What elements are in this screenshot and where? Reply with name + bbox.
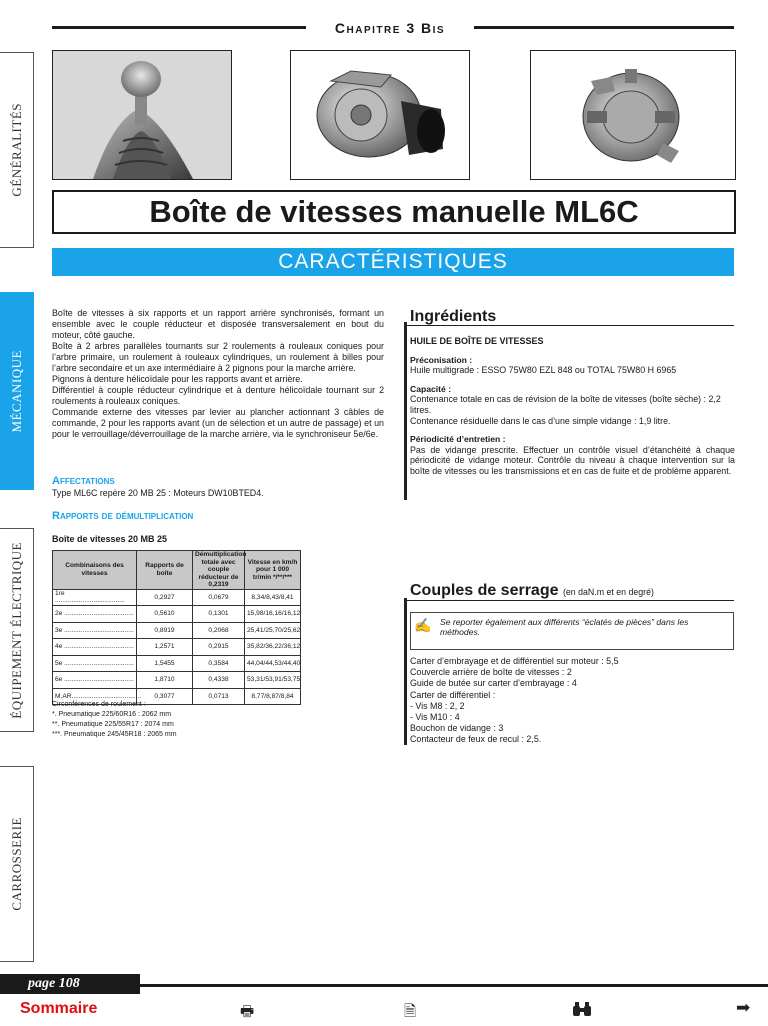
intro-paragraph: Commande externe des vitesses par levier au plancher actionnant 3 câbles de commande, 2 pour les rapports avant (un de sélection et un autre de passage) et un pour le verrouillage/déverrouillage de la marche arrière, via le synchroniseur 5e/6e.: [52, 407, 384, 439]
intro-paragraph: Boîte à 2 arbres parallèles tournants sur 2 roulements à rouleaux coniques pour l’arbre primaire, un roulement à rouleaux cylindriques, un roulement à billes pour l’arbre secondaire et un axe intermédiaire à 2 pignons pour la marche arrière.: [52, 341, 384, 373]
tab-generalites[interactable]: [0, 52, 34, 248]
tab-equipement-label: ÉQUIPEMENT ÉLECTRIQUE: [8, 541, 24, 719]
table-cell: 1,5455: [137, 655, 193, 672]
differential-photo: [530, 50, 736, 180]
table-cell: 0,0713: [193, 688, 245, 705]
footer-rule: [140, 984, 768, 987]
preconisation-text: Huile multigrade : ESSO 75W80 EZL 848 ou TOTAL 75W80 H 6965: [410, 365, 677, 376]
circumference-line: ***. Pneumatique 245/45R18 : 2065 mm: [52, 731, 177, 738]
binoculars-icon[interactable]: [572, 1001, 592, 1021]
table-cell: 2e ......................................: [53, 606, 137, 623]
tab-mecanique-label: MÉCANIQUE: [8, 349, 24, 433]
document-icon[interactable]: 🗎: [404, 1003, 417, 1020]
pencil-hand-icon: ✍: [414, 617, 432, 633]
page-title: Boîte de vitesses manuelle ML6C: [52, 190, 736, 234]
list-item: Couvercle arrière de boîte de vitesses : 2: [410, 667, 572, 678]
column-header: Vitesse en km/h pour 1 000 tr/min */**/***: [245, 551, 301, 590]
tab-generalites-label: GÉNÉRALITÉS: [8, 103, 24, 197]
capacite-label: Capacité :: [410, 383, 452, 394]
list-item: - Vis M10 : 4: [410, 712, 460, 723]
intro-paragraph: Boîte de vitesses à six rapports et un rapport arrière synchronisés, formant un ensemble avec le couple réducteur et disposée transversalement en bout du moteur, côté gauche.: [52, 308, 384, 340]
list-item: Guide de butée sur carter d’embrayage : 4: [410, 678, 577, 689]
couples-heading: [410, 582, 654, 600]
table-cell: 0,2927: [137, 589, 193, 606]
table-cell: 6e ......................................: [53, 672, 137, 689]
ingredients-bar: [404, 322, 407, 500]
table-row: [53, 639, 301, 656]
table-cell: 1re ......................................: [53, 589, 137, 606]
table-cell: 44,04/44,53/44,40: [245, 655, 301, 672]
sommaire-link[interactable]: Sommaire: [20, 1000, 98, 1017]
table-row: [53, 655, 301, 672]
periodicite-label: Périodicité d’entretien :: [410, 434, 506, 445]
ingredients-body: [410, 336, 735, 477]
table-cell: 0,0679: [193, 589, 245, 606]
table-cell: 1,8710: [137, 672, 193, 689]
periodicite-text: Pas de vidange prescrite. Effectuer un contrôle visuel d’étanchéité à chaque périodicité de vidange moteur. Contrôle du niveau à chaque intervention sur la boîte de vitesses ou les transmissions et en cas de fuite et de problème apparent.: [410, 444, 735, 476]
table-cell: 0,1301: [193, 606, 245, 623]
list-item: - Vis M8 : 2, 2: [410, 700, 465, 711]
column-header: Démultiplication totale avec couple réducteur de 0,2319: [193, 551, 245, 590]
list-item: Carter de différentiel :: [410, 689, 496, 700]
intro-paragraph: Différentiel à couple réducteur cylindrique et à denture hélicoïdale tournant sur 2 roulements à rouleaux coniques.: [52, 385, 384, 406]
table-cell: 0,3584: [193, 655, 245, 672]
intro-paragraph: Pignons à denture hélicoïdale pour les rapports avant et arrière.: [52, 374, 303, 384]
list-item: Bouchon de vidange : 3: [410, 723, 504, 734]
table-cell: 0,2915: [193, 639, 245, 656]
circumference-line: **. Pneumatique 225/55R17 : 2074 mm: [52, 721, 174, 728]
circumference-line: *. Pneumatique 225/60R16 : 2062 mm: [52, 711, 172, 718]
ratio-table: [52, 550, 301, 705]
table-row: [53, 589, 301, 606]
table-cell: 1,2571: [137, 639, 193, 656]
tab-equipement-electrique[interactable]: [0, 528, 34, 732]
tab-carrosserie-label: CARROSSERIE: [8, 817, 24, 911]
table-cell: 35,82/36,22/36,12: [245, 639, 301, 656]
list-item: Contacteur de feux de recul : 2,5.: [410, 734, 542, 745]
list-item: Carter d’embrayage et de différentiel sur moteur : 5,5: [410, 656, 619, 666]
couples-title: Couples de serrage: [410, 582, 559, 599]
table-cell: 0,8919: [137, 622, 193, 639]
tab-mecanique[interactable]: [0, 292, 34, 490]
oil-title: HUILE DE BOÎTE DE VITESSES: [410, 336, 544, 346]
table-cell: 0,2068: [193, 622, 245, 639]
table-cell: 15,98/16,16/16,12: [245, 606, 301, 623]
table-cell: 5e ......................................: [53, 655, 137, 672]
ingredients-rule: [404, 325, 734, 326]
arrow-right-icon[interactable]: ➡: [736, 998, 751, 1017]
table-cell: 8,34/8,43/8,41: [245, 589, 301, 606]
table-row: [53, 672, 301, 689]
gearbox-photo: [290, 50, 470, 180]
intro-text: [52, 308, 384, 440]
table-cell: 4e ......................................: [53, 639, 137, 656]
table-row: [53, 622, 301, 639]
column-header: Rapports de boîte: [137, 551, 193, 590]
capacite-text: Contenance totale en cas de révision de la boîte de vitesses (boîte sèche) : 2,2 litres.: [410, 394, 721, 415]
table-cell: 8,77/8,87/8,84: [245, 688, 301, 705]
table-cell: M.AR......................................: [53, 688, 137, 705]
ingredients-heading: Ingrédients: [410, 308, 497, 325]
affectations-text: Type ML6C repère 20 MB 25 : Moteurs DW10BTED4.: [52, 488, 264, 498]
table-cell: 0,3077: [137, 688, 193, 705]
table-cell: 25,41/25,70/25,62: [245, 622, 301, 639]
capacite-text: Contenance résiduelle dans le cas d’une simple vidange : 1,9 litre.: [410, 415, 671, 426]
couples-unit: (en daN.m et en degré): [562, 587, 654, 597]
printer-icon[interactable]: 🖶: [240, 1003, 255, 1020]
table-cell: 0,5610: [137, 606, 193, 623]
torque-list: [410, 656, 619, 746]
note-text: Se reporter également aux différents “éclatés de pièces” dans les méthodes.: [440, 617, 689, 637]
table-header-row: [53, 551, 301, 590]
chapter-title: Chapitre 3 Bis: [306, 17, 474, 39]
column-header: Combinaisons des vitesses: [53, 551, 137, 590]
rapports-heading: Rapports de démultiplication: [52, 510, 194, 522]
gear-lever-photo: [52, 50, 232, 180]
page-number: page 108: [0, 974, 140, 994]
table-title: Boîte de vitesses 20 MB 25: [52, 534, 168, 544]
table-cell: 53,31/53,91/53,75: [245, 672, 301, 689]
affectations-heading: Affectations: [52, 475, 115, 487]
table-cell: 0,4338: [193, 672, 245, 689]
table-cell: 3e ......................................: [53, 622, 137, 639]
section-banner: CARACTÉRISTIQUES: [52, 248, 734, 276]
couples-rule: [404, 600, 734, 601]
circumferences-note: [52, 700, 177, 740]
circumference-line: Circonférences de roulement :: [52, 701, 146, 708]
tab-carrosserie[interactable]: [0, 766, 34, 962]
preconisation-label: Préconisation :: [410, 354, 473, 365]
table-row: [53, 606, 301, 623]
couples-bar: [404, 598, 407, 745]
